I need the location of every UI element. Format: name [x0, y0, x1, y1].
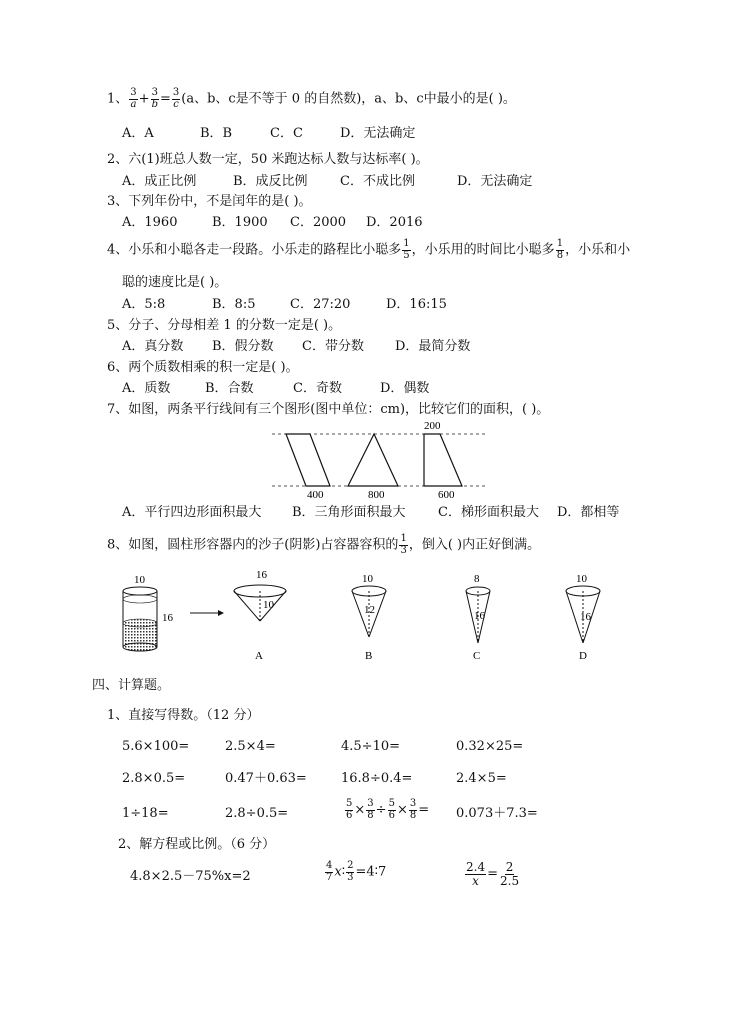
equation-3: $\frac{2.4}{x}$ = $\frac{2}{2.5}$ — [466, 860, 520, 888]
option-b[interactable]: B．三角形面积最大 — [292, 505, 406, 520]
option-c[interactable]: C．梯形面积最大 — [438, 505, 539, 520]
option-d[interactable]: D．2016 — [366, 215, 423, 230]
option-d[interactable]: D．偶数 — [380, 381, 430, 396]
cone-a-height: 10 — [263, 599, 274, 611]
option-b[interactable]: B．成反比例 — [233, 174, 308, 189]
option-d[interactable]: D．16:15 — [386, 297, 447, 312]
calc-item: 4.5÷10= — [341, 739, 401, 754]
calc-item: 2.4×5= — [456, 771, 507, 786]
question-7-stem: 7、如图，两条平行线间有三个图形(图中单位：cm)，比较它们的面积，( )。 — [107, 402, 550, 417]
option-b[interactable]: B．合数 — [205, 381, 254, 396]
calc-item: 5.6×100= — [122, 739, 190, 754]
option-c[interactable]: C．奇数 — [293, 381, 342, 396]
option-b[interactable]: B．假分数 — [212, 339, 274, 354]
option-d[interactable]: D．都相等 — [557, 505, 620, 520]
cone-d-height: 16 — [580, 611, 591, 623]
label-top: 200 — [424, 420, 441, 432]
option-a[interactable]: A．成正比例 — [122, 174, 197, 189]
equation-1: 4.8×2.5－75%x=2 — [130, 869, 251, 884]
question-6-stem: 6、两个质数相乘的积一定是( )。 — [107, 360, 299, 375]
option-d[interactable]: D．无法确定 — [340, 126, 416, 141]
fraction: $\frac{1}{8}$ — [556, 238, 564, 261]
option-a[interactable]: A．A — [122, 126, 154, 141]
fraction: $\frac{1}{5}$ — [403, 238, 410, 261]
calc-item: 0.073＋7.3= — [456, 806, 538, 821]
question-4-stem: 4、小乐和小聪各走一段路。小乐走的路程比小聪多 $\frac{1}{5}$ ，小乐用的时间比小聪多 $\frac{1}{8}$ ，小乐和小 — [107, 238, 631, 261]
option-c[interactable]: C．27:20 — [290, 297, 351, 312]
fraction: $\frac{3}{a}$ — [130, 87, 137, 110]
question-5-stem: 5、分子、分母相差 1 的分数一定是( )。 — [107, 318, 342, 333]
cone-d-diameter: 10 — [576, 573, 587, 585]
cone-b-height: 12 — [364, 604, 375, 616]
cone-b-diameter: 10 — [362, 573, 373, 585]
label-b3: 600 — [438, 489, 455, 501]
option-a[interactable]: A．1960 — [122, 215, 178, 230]
option-a[interactable]: A．平行四边形面积最大 — [122, 505, 262, 520]
option-c[interactable]: C．C — [270, 126, 303, 141]
cone-c-diameter: 8 — [474, 573, 480, 585]
triangle-shape — [348, 434, 398, 486]
question-8-stem: 8、如图，圆柱形容器内的沙子(阴影)占容器容积的 $\frac{1}{3}$ ，倒入( )内正好倒满。 — [107, 533, 541, 556]
option-a[interactable]: A．真分数 — [122, 339, 184, 354]
equation-2: $\frac{4}{7}$ x∶ $\frac{2}{3}$ =4∶7 — [326, 860, 387, 883]
parallel-lines-figure — [270, 418, 490, 502]
fraction: $\frac{3}{b}$ — [151, 87, 158, 110]
question-2-stem: 2、六(1)班总人数一定，50 米跑达标人数与达标率( )。 — [107, 152, 429, 167]
cylinder-top — [123, 587, 157, 595]
label-b2: 800 — [368, 489, 385, 501]
fraction: $\frac{3}{c}$ — [172, 87, 180, 110]
part-2-title: 2、解方程或比例。（6 分） — [118, 837, 276, 852]
option-c[interactable]: C．2000 — [290, 215, 347, 230]
section-title: 四、计算题。 — [92, 678, 171, 693]
option-a[interactable]: A．质数 — [122, 381, 171, 396]
option-d[interactable]: D．最简分数 — [395, 339, 471, 354]
fraction: $\frac{1}{3}$ — [400, 533, 407, 556]
cone-b-letter: B — [365, 650, 373, 662]
calc-item: 2.8×0.5= — [122, 771, 186, 786]
part-1-title: 1、直接写得数。（12 分） — [107, 708, 260, 723]
cylinder-cones-figure — [110, 565, 610, 665]
calc-item: 2.5×4= — [225, 739, 276, 754]
cylinder-diameter-label: 10 — [134, 574, 145, 586]
cone-c-letter: C — [473, 650, 481, 662]
calc-item: 1÷18= — [122, 806, 169, 821]
cone-c-height: 16 — [474, 610, 485, 622]
calc-item: 16.8÷0.4= — [341, 771, 413, 786]
calc-item: 2.8÷0.5= — [225, 806, 289, 821]
question-1-stem: 1、 $\frac{3}{a}$ + $\frac{3}{b}$ = $\frac{3}{c}$ (a、b、c是不等于 0 的自然数)，a、b、c中最小的是( )。 — [107, 87, 516, 110]
label-b1: 400 — [307, 489, 324, 501]
calc-fraction-expression: $\frac{5}{6}$ × $\frac{3}{8}$ ÷ $\frac{5}{6}$ × $\frac{3}{8}$ = — [346, 798, 430, 821]
option-b[interactable]: B．B — [200, 126, 233, 141]
option-d[interactable]: D．无法确定 — [457, 174, 533, 189]
trapezoid-shape — [424, 434, 462, 486]
question-4-stem-line2: 聪的速度比是( )。 — [122, 275, 228, 290]
cylinder-height-label: 16 — [162, 612, 173, 624]
option-b[interactable]: B．8:5 — [212, 297, 256, 312]
question-3-stem: 3、下列年份中，不是闰年的是( )。 — [107, 194, 312, 209]
option-c[interactable]: C．带分数 — [302, 339, 364, 354]
option-b[interactable]: B．1900 — [212, 215, 268, 230]
cone-a-diameter: 16 — [256, 569, 267, 581]
option-c[interactable]: C．不成比例 — [340, 174, 415, 189]
calc-item: 0.32×25= — [456, 739, 524, 754]
option-a[interactable]: A．5:8 — [122, 297, 166, 312]
cone-a-letter: A — [255, 650, 263, 662]
parallelogram-shape — [286, 434, 330, 486]
calc-item: 0.47＋0.63= — [225, 771, 307, 786]
cone-d-letter: D — [579, 650, 587, 662]
